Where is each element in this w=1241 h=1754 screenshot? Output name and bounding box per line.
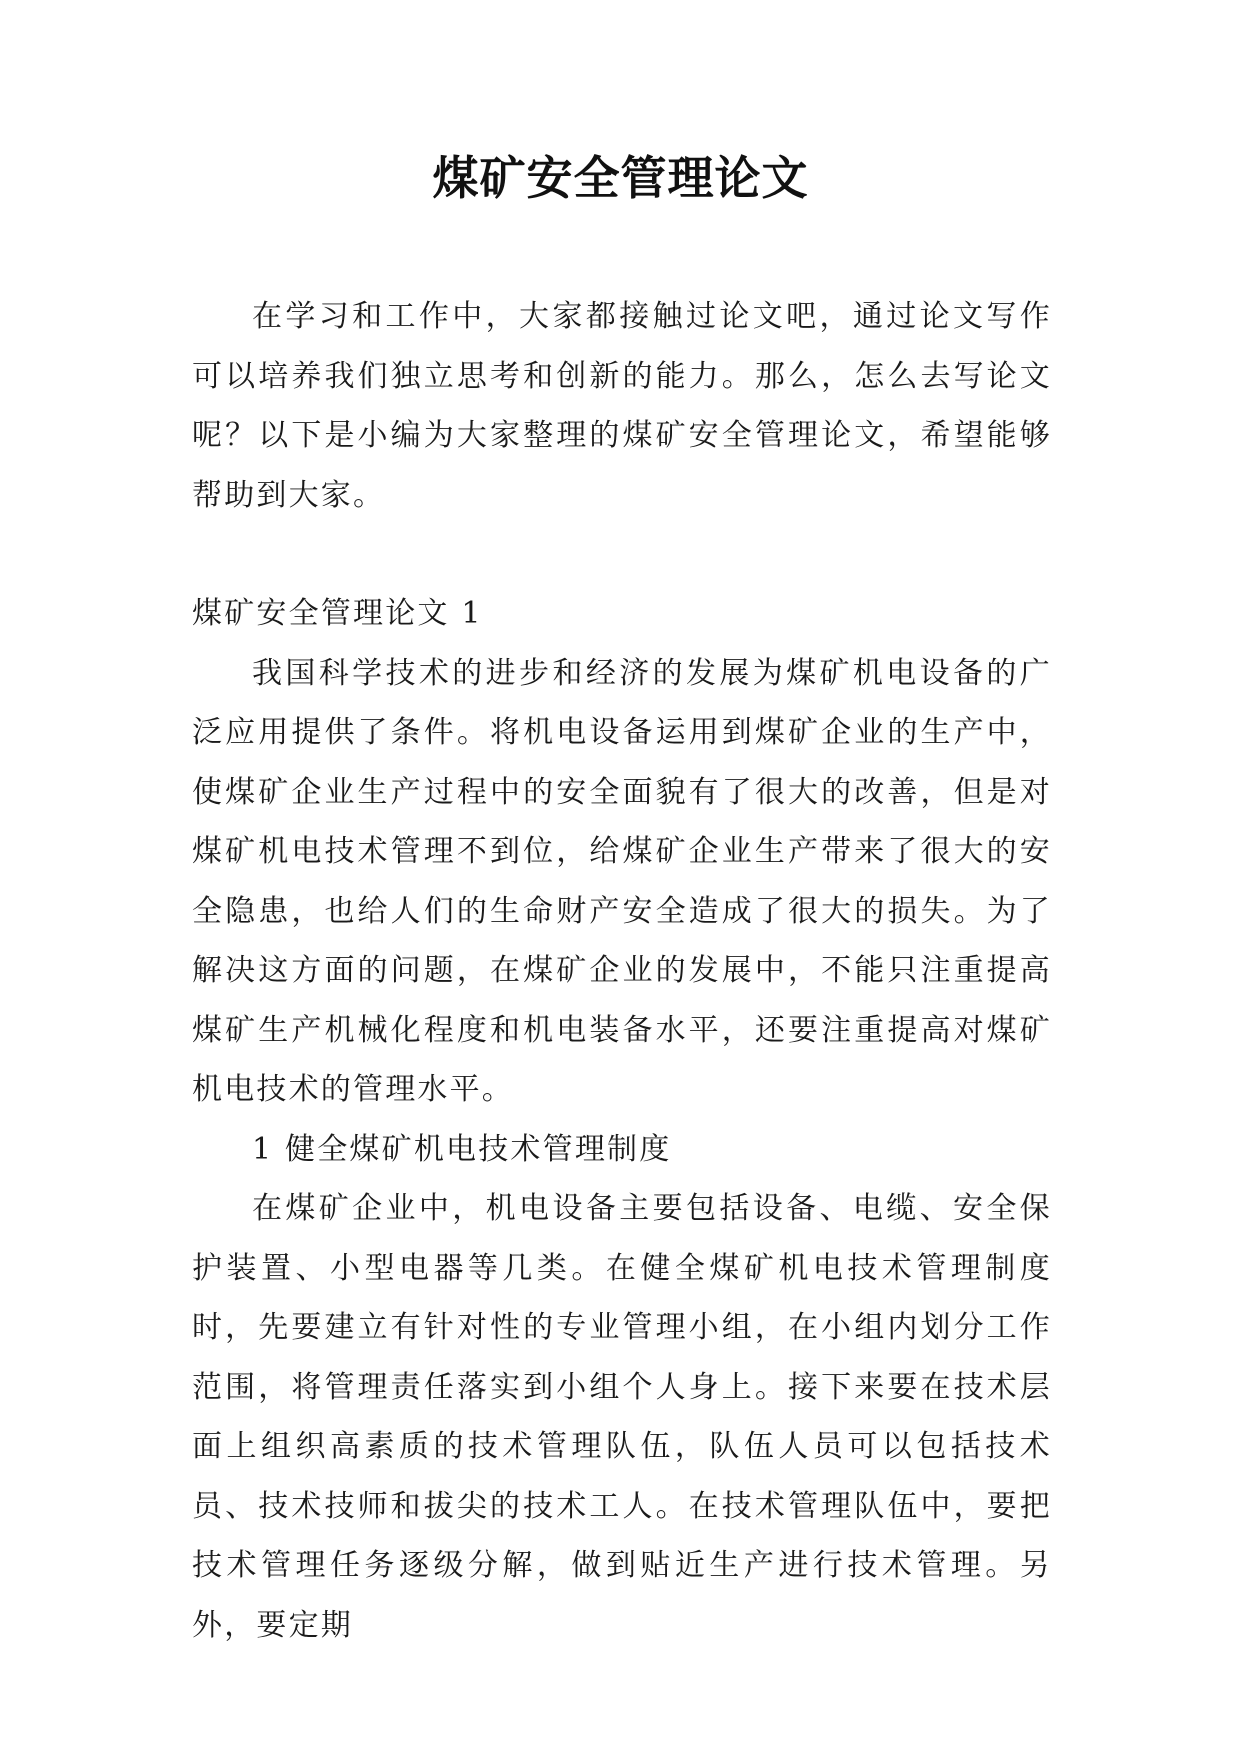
body-paragraph: 在煤矿企业中，机电设备主要包括设备、电缆、安全保护装置、小型电器等几类。在健全煤矿机电技术管理制度时，先要建立有针对性的专业管理小组，在小组内划分工作范围，将管理责任落实到小组个人身上。接下来要在技术层面上组织高素质的技术管理队伍，队伍人员可以包括技术员、技术技师和拔尖的技术工人。在技术管理队伍中，要把技术管理任务逐级分解，做到贴近生产进行技术管理。另外，要定期 <box>192 1191 1052 1643</box>
section-heading: 煤矿安全管理论文 1 <box>192 596 483 631</box>
section-subheading: 1 健全煤矿机电技术管理制度 <box>252 1131 672 1167</box>
paragraph-spacer <box>192 525 1052 584</box>
intro-paragraph: 在学习和工作中，大家都接触过论文吧，通过论文写作可以培养我们独立思考和创新的能力。那么，怎么去写论文呢？以下是小编为大家整理的煤矿安全管理论文，希望能够帮助到大家。 <box>192 299 1052 513</box>
document-body <box>192 287 1052 1655</box>
document-title: 煤矿安全管理论文 <box>432 151 809 205</box>
body-paragraph: 我国科学技术的进步和经济的发展为煤矿机电设备的广泛应用提供了条件。将机电设备运用到煤矿企业的生产中，使煤矿企业生产过程中的安全面貌有了很大的改善，但是对煤矿机电技术管理不到位，给煤矿企业生产带来了很大的安全隐患，也给人们的生命财产安全造成了很大的损失。为了解决这方面的问题，在煤矿企业的发展中，不能只注重提高煤矿生产机械化程度和机电装备水平，还要注重提高对煤矿机电技术的管理水平。 <box>192 655 1052 1107</box>
